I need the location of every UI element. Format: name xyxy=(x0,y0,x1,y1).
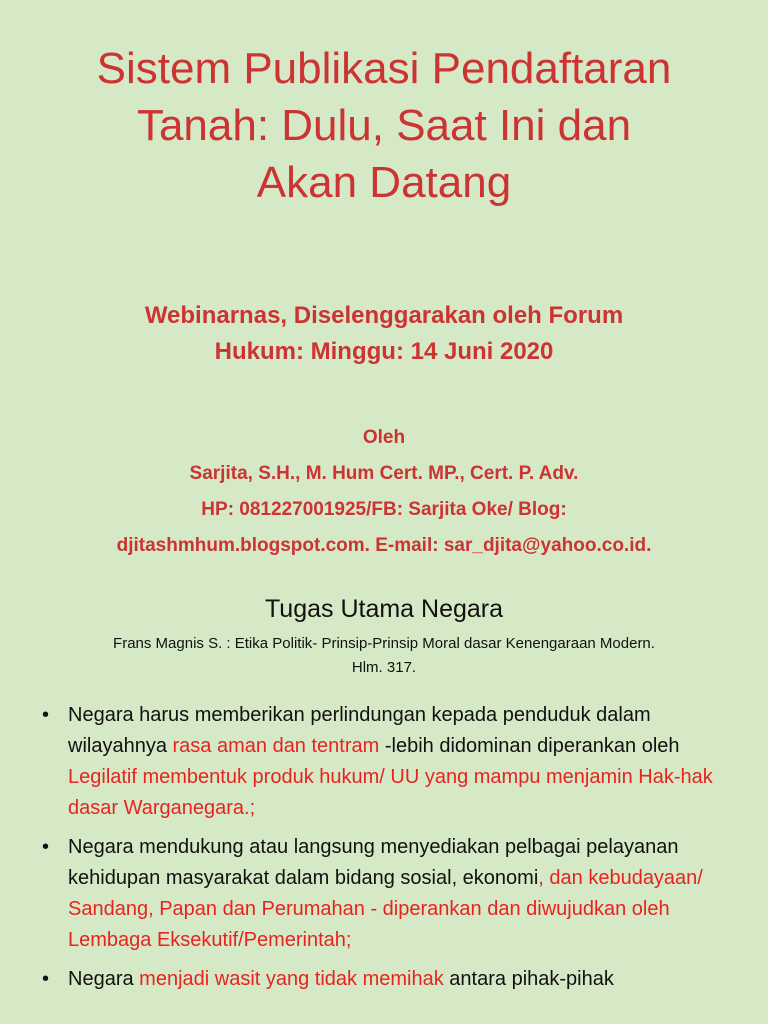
citation xyxy=(30,632,738,680)
citation-line: Hlm. 317. xyxy=(351,659,417,676)
bullet-text: antara pihak-pihak xyxy=(443,968,614,990)
bullet-text: Negara xyxy=(68,968,140,990)
bullet-item xyxy=(40,964,752,995)
bullet-item xyxy=(40,832,752,956)
title-line: Tanah: Dulu, Saat Ini dan xyxy=(136,101,632,150)
bullet-text: Negara harus memberikan perlindungan kepada penduduk dalam wilayahnya xyxy=(68,704,651,757)
bullet-list xyxy=(40,700,752,1003)
bullet-emphasis: Legilatif membentuk produk hukum/ UU yang mampu menjamin Hak-hak dasar Warganegara.; xyxy=(68,766,713,819)
subtitle-line: Webinarnas, Diselenggarakan oleh Forum xyxy=(144,302,624,329)
bullet-emphasis: rasa aman dan tentram xyxy=(172,735,380,757)
bullet-dot-icon: • xyxy=(42,836,50,858)
author-name: Sarjita, S.H., M. Hum Cert. MP., Cert. P. Adv. xyxy=(189,463,579,484)
section-title: Tugas Utama Negara xyxy=(264,595,504,623)
event-subtitle xyxy=(20,298,748,370)
author-contact: HP: 081227001925/FB: Sarjita Oke/ Blog: xyxy=(201,499,567,520)
author-contact-email: djitashmhum.blogspot.com. E-mail: sar_djita@yahoo.co.id. xyxy=(116,535,652,556)
bullet-emphasis: , dan kebudayaan/ Sandang, Papan dan Perumahan - diperankan dan diwujudkan oleh Lembaga Eksekutif/Pemerintah; xyxy=(68,867,703,951)
bullet-text: Negara mendukung atau langsung menyediakan pelbagai pelayanan kehidupan masyarakat dalam bidang sosial, ekonomi xyxy=(68,836,679,889)
bullet-emphasis: menjadi wasit yang tidak memihak xyxy=(139,968,444,990)
byline-oleh: Oleh xyxy=(362,427,406,448)
slide-title xyxy=(20,40,748,211)
title-line: Akan Datang xyxy=(256,158,512,207)
bullet-item xyxy=(40,700,752,824)
bullet-dot-icon: • xyxy=(42,968,50,990)
bullet-text: -lebih didominan diperankan oleh xyxy=(379,735,680,757)
bullet-dot-icon: • xyxy=(42,704,50,726)
citation-line: Frans Magnis S. : Etika Politik- Prinsip-Prinsip Moral dasar Kenengaraan Modern. xyxy=(113,635,655,652)
author-byline xyxy=(10,420,758,564)
title-line: Sistem Publikasi Pendaftaran xyxy=(96,44,672,93)
subtitle-line: Hukum: Minggu: 14 Juni 2020 xyxy=(214,338,554,365)
